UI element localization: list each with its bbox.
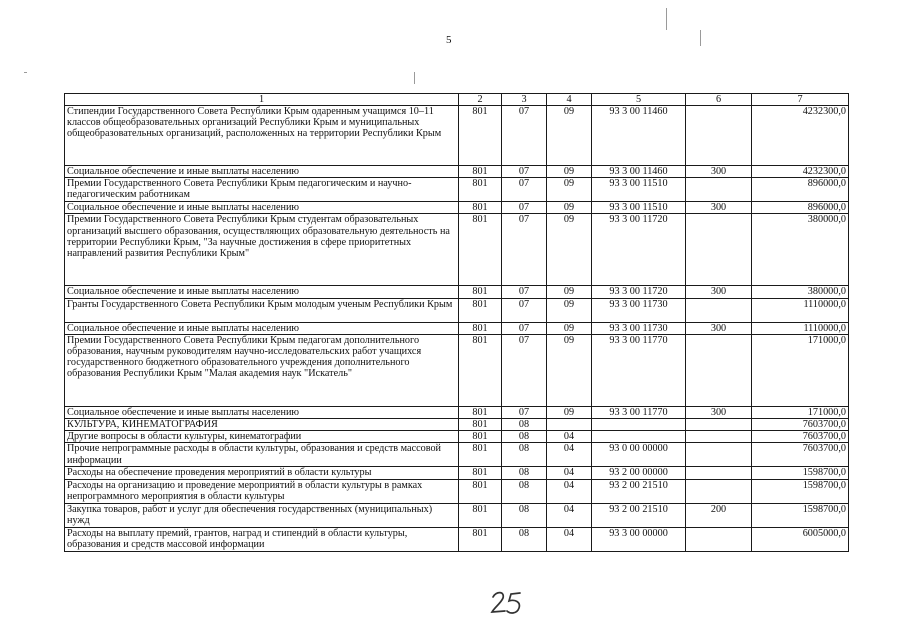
cell-expense-type: [686, 419, 752, 431]
column-header: 7: [752, 94, 849, 106]
cell-subsection: 09: [547, 166, 592, 178]
cell-expense-type: [686, 178, 752, 202]
cell-section: 08: [502, 431, 547, 443]
table-row: [65, 298, 849, 322]
handwritten-page-mark: [490, 590, 526, 616]
cell-amount: 4232300,0: [752, 166, 849, 178]
cell-subsection: 09: [547, 106, 592, 166]
cell-target-article: 93 3 00 11730: [592, 298, 686, 322]
cell-amount: 7603700,0: [752, 431, 849, 443]
table-row: [65, 419, 849, 431]
cell-ministry: 801: [459, 479, 502, 503]
cell-expense-type: 200: [686, 503, 752, 527]
cell-amount: 1598700,0: [752, 503, 849, 527]
cell-amount: 380000,0: [752, 286, 849, 298]
cell-subsection: 09: [547, 322, 592, 334]
table-body: [65, 106, 849, 552]
cell-target-article: 93 3 00 11460: [592, 166, 686, 178]
row-description: Гранты Государственного Совета Республики Крым молодым ученым Республики Крым: [65, 298, 459, 322]
cell-target-article: 93 3 00 11730: [592, 322, 686, 334]
cell-subsection: 09: [547, 298, 592, 322]
cell-ministry: 801: [459, 166, 502, 178]
cell-section: 07: [502, 406, 547, 418]
cell-target-article: 93 3 00 11720: [592, 214, 686, 286]
cell-section: 08: [502, 419, 547, 431]
scan-speck: [24, 72, 27, 73]
cell-amount: 380000,0: [752, 214, 849, 286]
table-row: [65, 406, 849, 418]
cell-ministry: 801: [459, 503, 502, 527]
cell-expense-type: [686, 467, 752, 479]
cell-target-article: [592, 419, 686, 431]
row-description: КУЛЬТУРА, КИНЕМАТОГРАФИЯ: [65, 419, 459, 431]
cell-target-article: 93 2 00 21510: [592, 479, 686, 503]
table-row: [65, 479, 849, 503]
cell-ministry: 801: [459, 286, 502, 298]
table-header-row: [65, 94, 849, 106]
cell-amount: 171000,0: [752, 406, 849, 418]
cell-ministry: 801: [459, 106, 502, 166]
cell-expense-type: 300: [686, 322, 752, 334]
cell-ministry: 801: [459, 406, 502, 418]
cell-section: 07: [502, 202, 547, 214]
cell-expense-type: 300: [686, 166, 752, 178]
row-description: Другие вопросы в области культуры, кинематографии: [65, 431, 459, 443]
cell-subsection: 04: [547, 431, 592, 443]
row-description: Закупка товаров, работ и услуг для обеспечения государственных (муниципальных) нужд: [65, 503, 459, 527]
row-description: Расходы на обеспечение проведения мероприятий в области культуры: [65, 467, 459, 479]
cell-expense-type: 300: [686, 406, 752, 418]
row-description: Премии Государственного Совета Республики Крым студентам образовательных организаций высшего образования, осуществляющих образовательную деятельность на территории Республики Крым, "За научные достижения в сфере приоритетных направлений развития Республики Крым": [65, 214, 459, 286]
cell-amount: 896000,0: [752, 178, 849, 202]
cell-subsection: 04: [547, 479, 592, 503]
cell-target-article: 93 2 00 21510: [592, 503, 686, 527]
table-row: [65, 178, 849, 202]
cell-subsection: 04: [547, 467, 592, 479]
cell-ministry: 801: [459, 431, 502, 443]
cell-section: 07: [502, 298, 547, 322]
table-row: [65, 286, 849, 298]
cell-ministry: 801: [459, 527, 502, 551]
page-number: 5: [446, 34, 452, 46]
row-description: Прочие непрограммные расходы в области культуры, образования и средств массовой информации: [65, 443, 459, 467]
cell-expense-type: [686, 298, 752, 322]
cell-expense-type: [686, 334, 752, 406]
column-header: 1: [65, 94, 459, 106]
cell-amount: 1598700,0: [752, 467, 849, 479]
row-description: Социальное обеспечение и иные выплаты населению: [65, 322, 459, 334]
table-row: [65, 467, 849, 479]
budget-table: [64, 93, 849, 552]
cell-amount: 896000,0: [752, 202, 849, 214]
column-header: 6: [686, 94, 752, 106]
cell-expense-type: [686, 527, 752, 551]
cell-expense-type: [686, 214, 752, 286]
cell-target-article: 93 3 00 00000: [592, 527, 686, 551]
cell-expense-type: [686, 431, 752, 443]
row-description: Социальное обеспечение и иные выплаты населению: [65, 406, 459, 418]
cell-ministry: 801: [459, 202, 502, 214]
column-header: 3: [502, 94, 547, 106]
table-row: [65, 322, 849, 334]
cell-section: 08: [502, 467, 547, 479]
cell-expense-type: [686, 443, 752, 467]
cell-section: 07: [502, 214, 547, 286]
table-row: [65, 431, 849, 443]
cell-ministry: 801: [459, 334, 502, 406]
table-row: [65, 443, 849, 467]
cell-section: 08: [502, 527, 547, 551]
cell-amount: 7603700,0: [752, 443, 849, 467]
cell-section: 08: [502, 479, 547, 503]
cell-section: 08: [502, 443, 547, 467]
cell-ministry: 801: [459, 214, 502, 286]
scan-speck: [666, 8, 667, 30]
cell-section: 08: [502, 503, 547, 527]
row-description: Премии Государственного Совета Республики Крым педагогам дополнительного образования, научным руководителям научно-исследовательских работ учащихся государственного бюджетного образовательного учреждения дополнительного образования Республики Крым "Малая академия наук "Искатель": [65, 334, 459, 406]
cell-amount: 6005000,0: [752, 527, 849, 551]
cell-ministry: 801: [459, 298, 502, 322]
cell-subsection: 09: [547, 214, 592, 286]
cell-target-article: 93 3 00 11510: [592, 202, 686, 214]
scan-speck: [700, 30, 701, 46]
cell-subsection: [547, 419, 592, 431]
cell-expense-type: [686, 106, 752, 166]
cell-section: 07: [502, 286, 547, 298]
cell-expense-type: [686, 479, 752, 503]
column-header: 4: [547, 94, 592, 106]
cell-target-article: 93 3 00 11770: [592, 334, 686, 406]
cell-target-article: 93 3 00 11460: [592, 106, 686, 166]
cell-target-article: 93 3 00 11770: [592, 406, 686, 418]
cell-amount: 1598700,0: [752, 479, 849, 503]
cell-target-article: 93 3 00 11720: [592, 286, 686, 298]
cell-ministry: 801: [459, 419, 502, 431]
cell-amount: 1110000,0: [752, 322, 849, 334]
cell-amount: 4232300,0: [752, 106, 849, 166]
cell-expense-type: 300: [686, 286, 752, 298]
cell-target-article: 93 2 00 00000: [592, 467, 686, 479]
row-description: Расходы на организацию и проведение мероприятий в области культуры в рамках непрограммного мероприятия в области культуры: [65, 479, 459, 503]
cell-amount: 7603700,0: [752, 419, 849, 431]
row-description: Социальное обеспечение и иные выплаты населению: [65, 286, 459, 298]
cell-amount: 171000,0: [752, 334, 849, 406]
cell-target-article: 93 0 00 00000: [592, 443, 686, 467]
scan-speck: [414, 72, 415, 84]
column-header: 2: [459, 94, 502, 106]
cell-target-article: [592, 431, 686, 443]
table-row: [65, 106, 849, 166]
cell-ministry: 801: [459, 178, 502, 202]
row-description: Расходы на выплату премий, грантов, наград и стипендий в области культуры, образования и средств массовой информации: [65, 527, 459, 551]
cell-subsection: 09: [547, 334, 592, 406]
table-row: [65, 334, 849, 406]
cell-expense-type: 300: [686, 202, 752, 214]
row-description: Премии Государственного Совета Республики Крым педагогическим и научно-педагогическим работникам: [65, 178, 459, 202]
cell-section: 07: [502, 334, 547, 406]
cell-section: 07: [502, 178, 547, 202]
cell-subsection: 09: [547, 286, 592, 298]
cell-section: 07: [502, 166, 547, 178]
cell-amount: 1110000,0: [752, 298, 849, 322]
cell-ministry: 801: [459, 322, 502, 334]
cell-subsection: 04: [547, 527, 592, 551]
cell-target-article: 93 3 00 11510: [592, 178, 686, 202]
table-row: [65, 166, 849, 178]
cell-subsection: 09: [547, 178, 592, 202]
cell-subsection: 09: [547, 202, 592, 214]
table-row: [65, 503, 849, 527]
cell-section: 07: [502, 106, 547, 166]
cell-subsection: 04: [547, 443, 592, 467]
cell-subsection: 04: [547, 503, 592, 527]
table-row: [65, 202, 849, 214]
table-row: [65, 527, 849, 551]
row-description: Социальное обеспечение и иные выплаты населению: [65, 202, 459, 214]
column-header: 5: [592, 94, 686, 106]
row-description: Социальное обеспечение и иные выплаты населению: [65, 166, 459, 178]
cell-ministry: 801: [459, 443, 502, 467]
row-description: Стипендии Государственного Совета Республики Крым одаренным учащимся 10–11 классов общеобразовательных организаций Республики Крым и муниципальных общеобразовательных организаций, расположенных на территории Республики Крым: [65, 106, 459, 166]
cell-subsection: 09: [547, 406, 592, 418]
cell-ministry: 801: [459, 467, 502, 479]
cell-section: 07: [502, 322, 547, 334]
table-row: [65, 214, 849, 286]
